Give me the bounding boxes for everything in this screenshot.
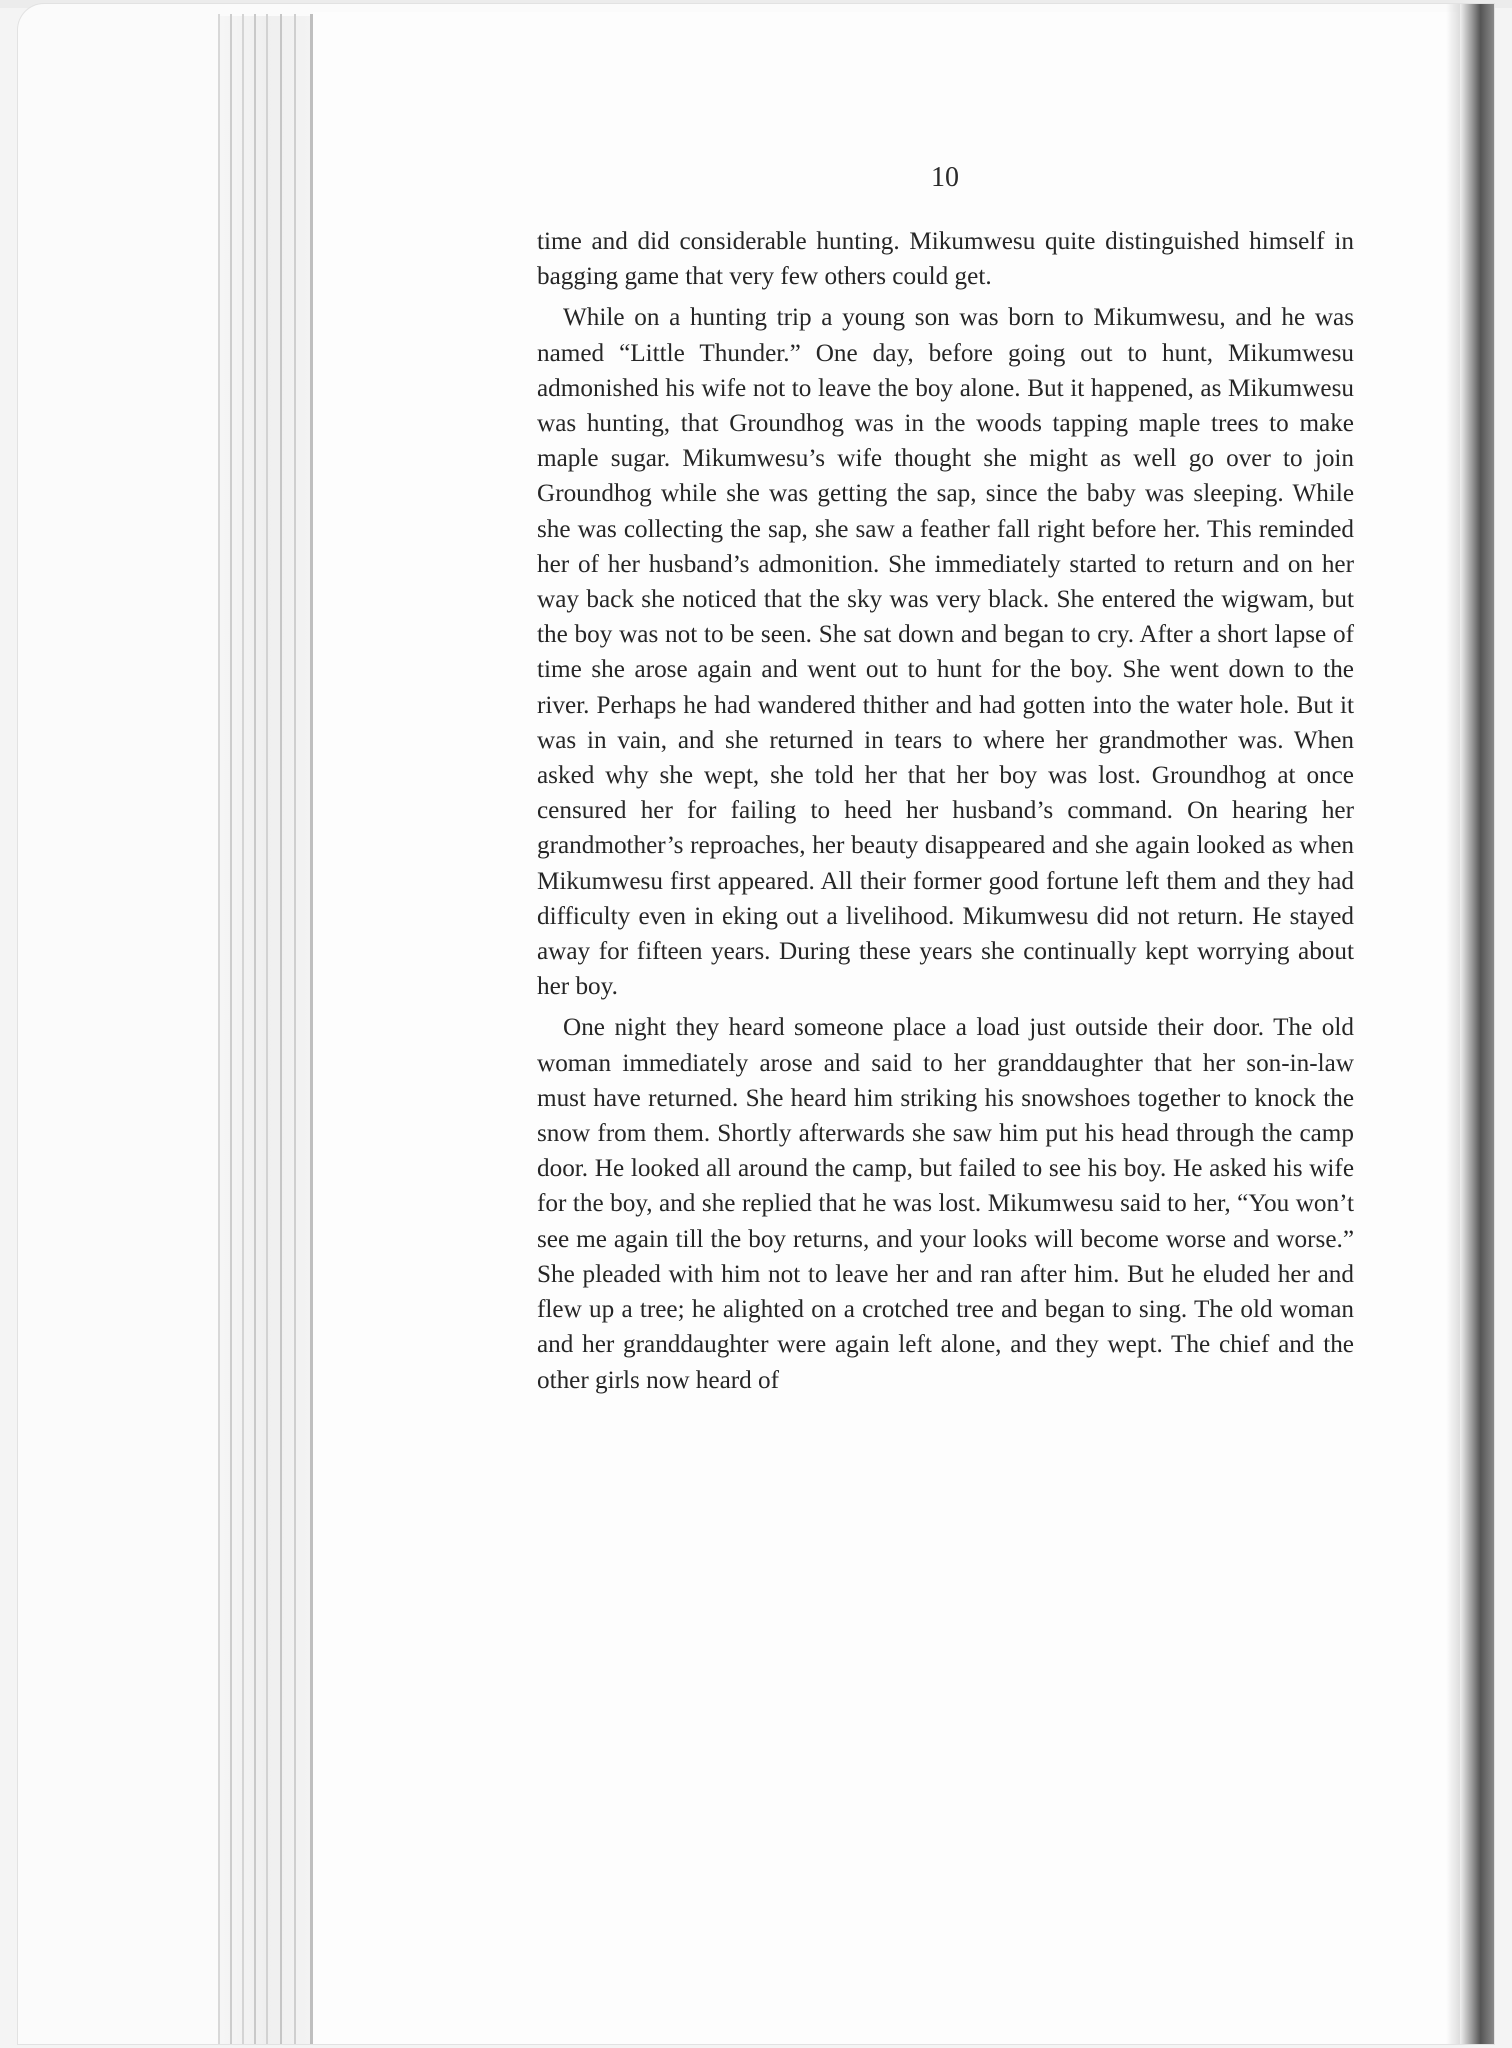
body-text xyxy=(537,224,1354,1404)
page-stack-edges xyxy=(220,16,310,2044)
paragraph-3: One night they heard someone place a load just outside their door. The old woman immediately arose and said to her granddaughter that her son-in-law must have returned. She heard him striking his snowshoes together to knock the snow from them. Shortly afterwards she saw him put his head through the camp door. He looked all around the camp, but failed to see his boy. He asked his wife for the boy, and she replied that he was lost. Mikumwesu said to her, “You won’t see me again till the boy returns, and your looks will become worse and worse.” She pleaded with him not to leave her and ran after him. But he eluded her and flew up a tree; he alighted on a crotched tree and began to sing. The old woman and her granddaughter were again left alone, and they wept. The chief and the other girls now heard of xyxy=(537,1014,1354,1394)
page-edge-line xyxy=(294,14,296,2044)
page-edge-line xyxy=(254,14,256,2044)
page-number: 10 xyxy=(931,162,959,193)
page-edge-line xyxy=(242,14,244,2044)
page-edge-line xyxy=(230,14,232,2044)
paragraph-2: While on a hunting trip a young son was born to Mikumwesu, and he was named “Little Thunder.” One day, before going out to hunt, Mikumwesu admonished his wife not to leave the boy alone. But it happened, as Mikumwesu was hunting, that Groundhog was in the woods tapping maple trees to make maple sugar. Mikumwesu’s wife thought she might as well go over to join Groundhog while she was getting the sap, since the baby was sleeping. While she was collecting the sap, she saw a feather fall right before her. This reminded her of her husband’s admonition. She immediately started to return and on her way back she noticed that the sky was very black. She entered the wigwam, but the boy was not to be seen. She sat down and began to cry. After a short lapse of time she arose again and went out to hunt for the boy. She went down to the river. Perhaps he had wandered thither and had gotten into the water hole. But it was in vain, and she returned in tears to where her grandmother was. When asked why she wept, she told her that her boy was lost. Groundhog at once censured her for failing to heed her husband’s command. On hearing her grandmother’s reproaches, her beauty disappeared and she again looked as when Mikumwesu first appeared. All their former good fortune left them and they had difficulty even in eking out a livelihood. Mikumwesu did not return. He stayed away for fifteen years. During these years she continually kept worrying about her boy. xyxy=(537,304,1354,1001)
page-edge-line xyxy=(266,14,268,2044)
page-edge-line xyxy=(218,14,220,2044)
binding-shadow xyxy=(1460,4,1494,2044)
binding-highlight xyxy=(1446,4,1460,2044)
paragraph-1: time and did considerable hunting. Mikumwesu quite distinguished himself in bagging game that very few others could get. xyxy=(537,228,1354,291)
page-edge-line xyxy=(280,14,282,2044)
